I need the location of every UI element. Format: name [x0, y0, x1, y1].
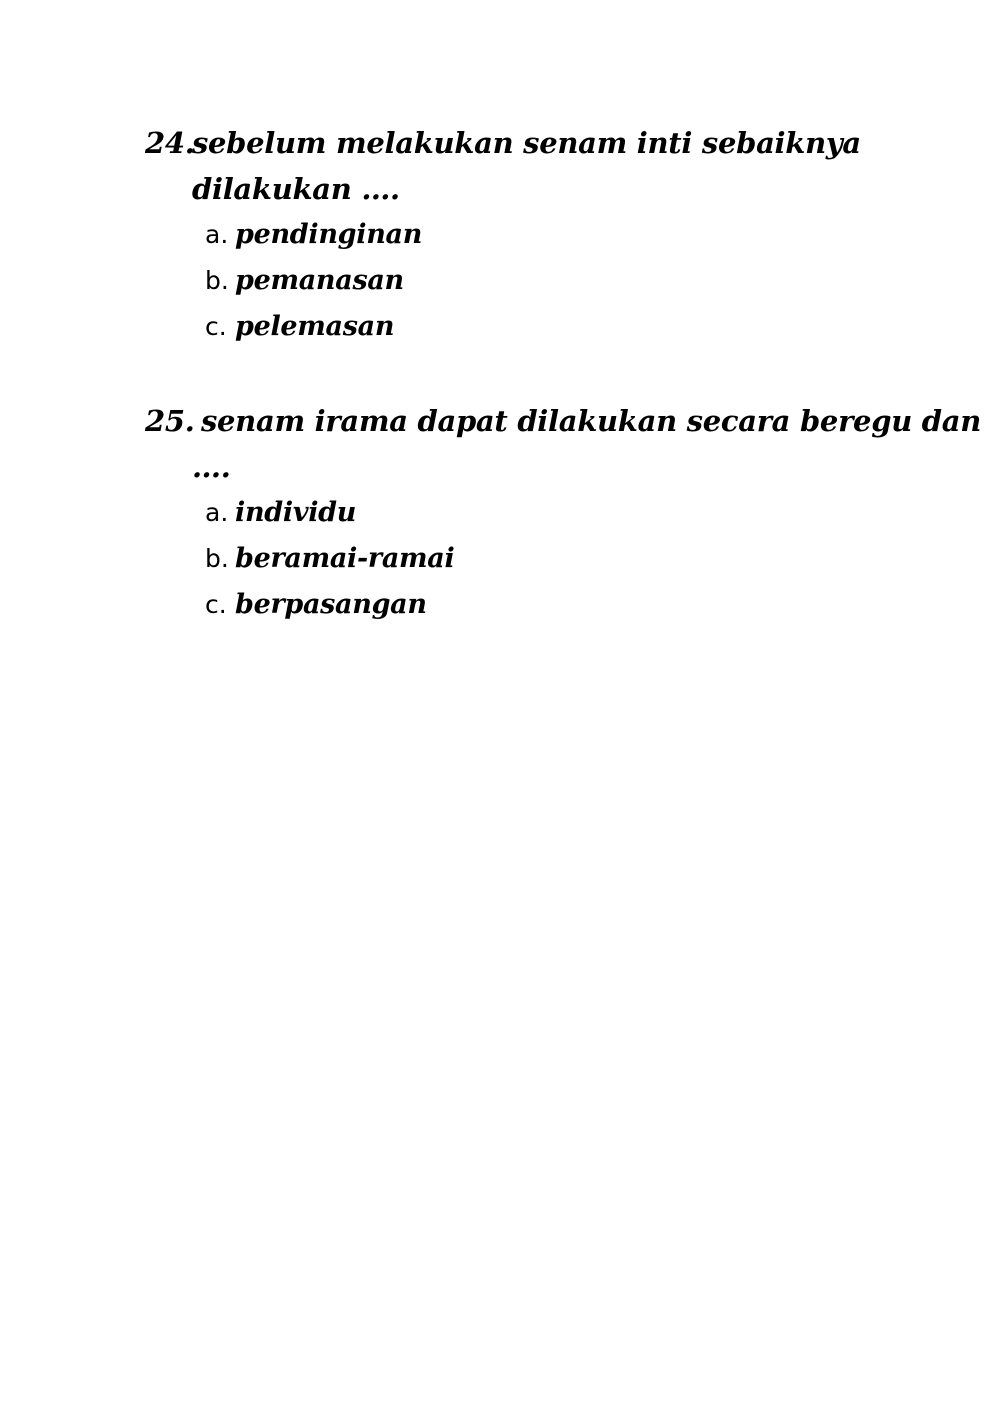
question-number: 25. [145, 404, 195, 438]
option-a[interactable] [145, 212, 905, 258]
option-letter: a. [205, 220, 229, 249]
answer-options [145, 490, 905, 628]
question-24 [145, 120, 905, 350]
option-text: pendinginan [235, 219, 423, 250]
answer-options [145, 212, 905, 350]
question-line-2 [145, 166, 905, 212]
option-text: berpasangan [235, 589, 427, 620]
option-a[interactable] [145, 490, 905, 536]
option-text: individu [235, 497, 357, 528]
question-line-1 [145, 398, 982, 444]
option-c[interactable] [145, 304, 905, 350]
option-letter: b. [205, 544, 229, 573]
option-text: pemanasan [235, 265, 404, 296]
question-text-continued: dilakukan …. [192, 172, 400, 206]
question-text-continued: …. [192, 450, 231, 484]
option-text: beramai-ramai [235, 543, 455, 574]
question-line-1 [145, 120, 905, 166]
option-letter: c. [205, 590, 227, 619]
option-text: pelemasan [235, 311, 395, 342]
option-letter: b. [205, 266, 229, 295]
question-number: 24. [145, 126, 195, 160]
question-25 [145, 398, 982, 628]
option-b[interactable] [145, 536, 905, 582]
question-text: sebelum melakukan senam inti sebaiknya [192, 126, 861, 160]
option-b[interactable] [145, 258, 905, 304]
question-line-2 [145, 444, 905, 490]
option-c[interactable] [145, 582, 905, 628]
option-letter: a. [205, 498, 229, 527]
option-letter: c. [205, 312, 227, 341]
question-text: senam irama dapat dilakukan secara beregu dan [201, 404, 982, 438]
